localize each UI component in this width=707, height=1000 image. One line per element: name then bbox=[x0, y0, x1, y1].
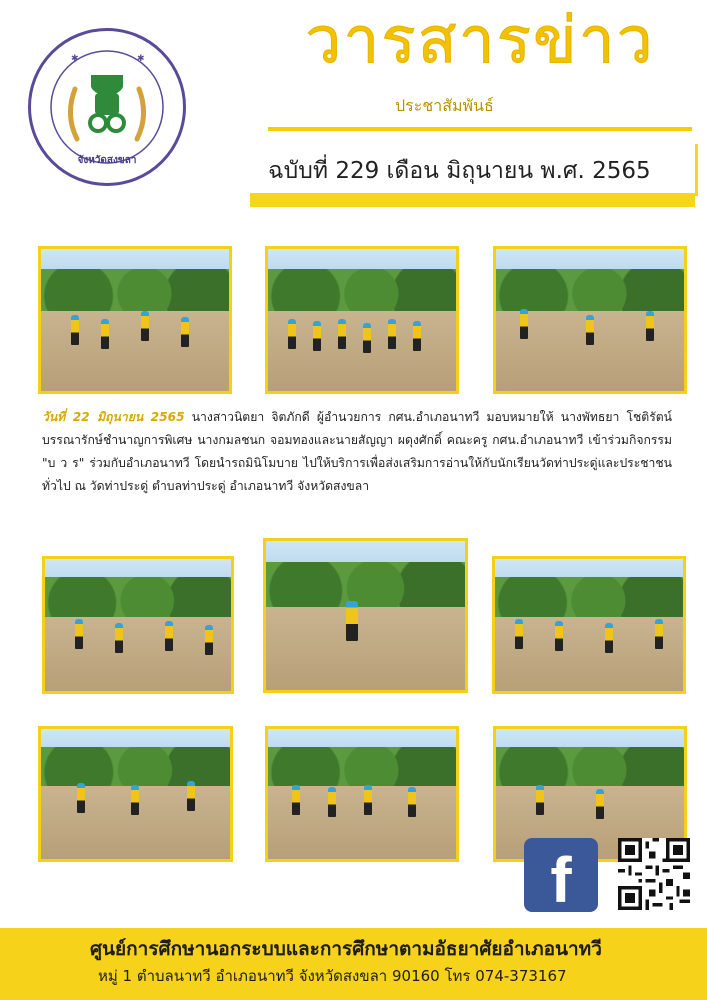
activity-photo bbox=[38, 726, 233, 862]
activity-photo bbox=[42, 556, 234, 694]
activity-photo bbox=[265, 726, 459, 862]
article-date: วันที่ 22 มิถุนายน 2565 bbox=[42, 410, 185, 424]
facebook-icon[interactable]: f bbox=[524, 838, 598, 912]
newsletter-title: วารสารข่าว bbox=[305, 4, 655, 78]
article-body bbox=[42, 406, 672, 498]
svg-text:✱: ✱ bbox=[71, 54, 79, 64]
newsletter-subtitle: ประชาสัมพันธ์ bbox=[395, 96, 494, 115]
activity-photo bbox=[265, 246, 459, 394]
seal-province-label: จังหวัดสงขลา bbox=[77, 155, 137, 166]
footer-organization-name: ศูนย์การศึกษานอกระบบและการศึกษาตามอัธยาศัยอำเภอนาทวี bbox=[90, 938, 602, 960]
activity-photo bbox=[263, 538, 468, 693]
footer-divider bbox=[0, 925, 707, 928]
issue-label: ฉบับที่ 229 เดือน มิถุนายน พ.ศ. 2565 bbox=[268, 158, 651, 184]
article-text: นางสาวนิตยา จิตภักดี ผู้อำนวยการ กศน.อำเภอนาทวี มอบหมายให้ นางพัทธยา โชติรัตน์ บรรณารักษ์ชำนาญการพิเศษ นางกมลชนก จอมทองและนายสัญญา ผดุงศักดิ์ คณะครู กศน.อำเภอนาทวี เข้าร่วมกิจกรรม "บ ว ร" ร่วมกับอำเภอนาทวี โดยนำรถมินิโมบาย ไปให้บริการเพื่อส่งเสริมการอ่านให้กับนักเรียนวัดท่าประดู่และประชาชนทั่วไป ณ วัดท่าประดู่ ตำบลท่าประดู่ อำเภอนาทวี จังหวัดสงขลา bbox=[42, 410, 672, 493]
title-divider bbox=[268, 127, 692, 131]
activity-photo bbox=[492, 556, 686, 694]
activity-photo bbox=[38, 246, 232, 394]
svg-text:✱: ✱ bbox=[137, 54, 145, 64]
organization-seal bbox=[28, 28, 186, 186]
qr-code-icon bbox=[618, 838, 690, 910]
footer-address: หมู่ 1 ตำบลนาทวี อำเภอนาทวี จังหวัดสงขลา 90160 โทร 074-373167 bbox=[98, 967, 567, 985]
activity-photo bbox=[493, 246, 687, 394]
